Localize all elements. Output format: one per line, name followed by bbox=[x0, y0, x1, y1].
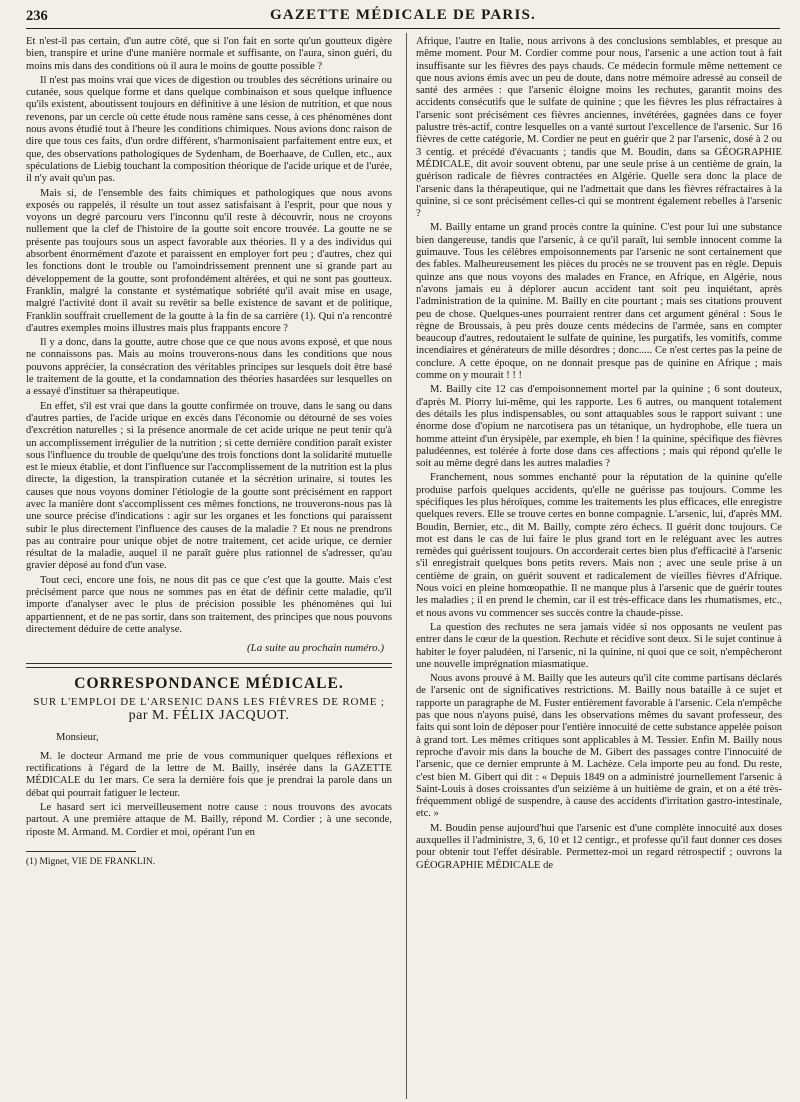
section-title: CORRESPONDANCE MÉDICALE. bbox=[74, 674, 344, 692]
paragraph: Tout ceci, encore une fois, ne nous dit pas ce que c'est que la goutte. Mais c'est précisément parce que nous ne sommes pas en état de définir cette maladie, qu'il importe d'analyser avec le plus de précision possible les phénomènes qui lui appartiennent, et de ne pas sortir, dans son traitement, des principes que nous pouvons directement déduire de cette analyse. bbox=[26, 574, 392, 635]
section-rule bbox=[26, 663, 392, 664]
continuation-note: (La suite au prochain numéro.) bbox=[247, 642, 384, 655]
section-rule bbox=[26, 667, 392, 668]
paragraph: Afrique, l'autre en Italie, nous arrivons à des conclusions semblables, et presque au même moment. Pour M. Cordier comme pour nous, l'arsenic a une action tout à fait insuffisante sur les fièvres des pays chauds. Ce médecin formule même nettement ce que nous avions émis avec un peu de doute, dans notre mémoire adressé au conseil de santé des armées : que l'arsenic éloigne moins les rechutes, garantit moins des accidents consécutifs que le sulfate de quinine ; que les fièvres les plus réfractaires à l'arsenic sont précisément ces fièvres anciennes, invétérées, gagnées dans ce foyer palustre très-actif, contre lesquelles on a vanté surtout l'excellence de l'arsenic. Sur 16 fièvres de cette catégorie, M. Cordier ne peut en guérir que 2 par l'arsenic, dosé à 2 ou 3 centig. et précédé d'évacuants ; tandis que M. Boudin, dans sa GÉOGRAPHIE MÉDICALE, dit avoir souvent obtenu, par une seule prise à un centième de grain, la guérison radicale de fièvres contractées en Algérie. Quelle sera donc la place de l'arsenic dans la thérapeutique, qui ne l'admettait que dans les fièvres réfractaires à la quinine, si ce sont précisément celles-ci qui se montrent également rebelles à l'arsenic ? bbox=[416, 36, 782, 220]
paragraph: En effet, s'il est vrai que dans la goutte confirmée on trouve, dans le sang ou dans d'autres parties, de l'acide urique en excès dans l'économie ou détourné de ses voies d'excrétion naturelles ; si la présence anormale de cet acide urique ne peut tenir qu'à un accomplissement irrégulier de la nutrition ; si cette dernière condition paraît exister sous l'influence du trouble de quelqu'une des trois fonctions dont la solidarité mutuelle est le mieux établie, et dont l'influence sur l'accomplissement de la nutrition est la plus directe, la digestion, la transpiration cutanée et la sécrétion urinaire, si toutes les causes que nous voyons dominer l'étiologie de la goutte sont précisément en rapport avec la manière dont s'accomplissent ces mêmes fonctions, ne trouverons-nous pas là une source précise d'indications : agir sur les organes et les fonctions qui paraissent subir le plus directement l'influence des causes de la maladie ? Et nous ne prendrons pas au contraire pour unique objet de notre traitement, cet acide urique, ce dernier résultat de la maladie, auquel il ne paraît guère plus rationnel de s'adresser, qu'au gravier déposé au fond d'un vase. bbox=[26, 400, 392, 572]
salutation: Monsieur, bbox=[56, 732, 99, 744]
journal-title: GAZETTE MÉDICALE DE PARIS. bbox=[270, 7, 536, 23]
left-column bbox=[26, 36, 392, 1100]
paragraph: M. Boudin pense aujourd'hui que l'arsenic est d'une complète innocuité aux doses auxquelles il l'administre, 3, 6, 10 et 12 centigr., et professe qu'il faut donner ces doses pour obtenir tout l'effet désirable. Permettez-moi un regard rétrospectif ; ouvrons la GÉOGRAPHIE MÉDICALE de bbox=[416, 822, 782, 871]
paragraph: Il y a donc, dans la goutte, autre chose que ce que nous avons exposé, et que nous ne connaissons pas. Mais au moins trouverons-nous dans les conditions que nous pouvons apprécier, la consécration des véritables principes sur lesquels doit être basé le traitement de la goutte, et la condamnation des théories hasardées sur lesquelles on a essayé d'instituer sa thérapeutique. bbox=[26, 337, 392, 398]
paragraph: Nous avons prouvé à M. Bailly que les auteurs qu'il cite comme partisans déclarés de l'arsenic ont de significatives restrictions. M. Bailly nous bataille à ce sujet et rapporte un paragraphe de M. Fuster entièrement favorable à l'arsenic. Cela n'empêche pas que nous n'ayons puisé, dans les observations mêmes du savant professeur, des faits qui sont loin de déposer pour l'entière innocuité de cette substance appelée poison à grand tort. Les mêmes critiques sont applicables à M. Tessier. Enfin M. Bailly nous reproche d'avoir mis dans la bouche de M. Gibert des passages contre l'innocuité de l'arsenic, que ce dernier emprunte à M. Lachèze. Cela importe peu au fond. Du reste, c'est bien M. Gibert qui dit : « Depuis 1849 on a administré journellement l'arsenic à Saint-Louis à doses croissantes d'un seizième à un huitième de grain, et on a été très-fréquemment obligé de suspendre, à cause des accidents d'irritation gastro-intestinale, etc. » bbox=[416, 673, 782, 820]
page-number: 236 bbox=[26, 8, 48, 24]
section-author: par M. FÉLIX JACQUOT. bbox=[128, 708, 290, 724]
paragraph: La question des rechutes ne sera jamais vidée si nos opposants ne veulent pas entrer dans le cœur de la question. Rechute et récidive sont deux. Si le sujet continue à habiter le foyer paludéen, ni l'arsenic, ni la quinine, ni quoi que ce soit, n'empêcheront une nouvelle imprégnation miasmatique. bbox=[416, 621, 782, 670]
page-header bbox=[26, 6, 780, 29]
right-column bbox=[416, 36, 782, 1100]
section-subtitle: SUR L'EMPLOI DE L'ARSENIC DANS LES FIÈVRES DE ROME ; bbox=[33, 695, 385, 708]
footnote-rule bbox=[26, 851, 136, 852]
paragraph: Mais si, de l'ensemble des faits chimiques et pathologiques que nous avons exposés ou rappelés, il résulte un tout assez satisfaisant à l'esprit, pour que nous y voyons un degré parcouru vers l'inconnu qu'il reste à découvrir, nous ne croyons nullement que la clef de l'histoire de la goutte soit encore trouvée. La goutte ne se présente pas toujours sous un aspect favorable aux théories. Il y a des individus qui absorbent énormément d'azote et paraissent en employer fort peu ; d'autres, chez qui les fonctions dont le trouble ou l'amoindrissement prennent une si grande part au développement de la goutte, sont profondément altérées, et qui ne sont pas goutteux. Franklin, malgré la constante et systématique sobriété qu'il avait mise en usage, malgré l'activité dont il avait su revêtir sa belle existence de savant et de politique, Franklin souffrait cruellement de la goutte à la fin de sa carrière (1). Qui n'a rencontré d'autres exemples moins illustres mais plus frappants encore ? bbox=[26, 187, 392, 334]
footnote: (1) Mignet, VIE DE FRANKLIN. bbox=[26, 856, 156, 867]
column-divider bbox=[406, 33, 407, 1099]
paragraph: Et n'est-il pas certain, d'un autre côté, que si l'on fait en sorte qu'un goutteux digère bien, transpire et urine d'une manière normale et suffisante, on l'aura, sinon guéri, du moins mis dans des conditions où il aura le moins de goutte possible ? bbox=[26, 36, 392, 72]
paragraph: M. Bailly entame un grand procès contre la quinine. C'est pour lui une substance bien dangereuse, tandis que l'arsenic, à ce qu'il paraît, lui semble innocent comme la guimauve. Tous les célèbres empoisonnements par l'arsenic ne sont certainement que des fables. Malheureusement les pièces du procès ne se trouvent pas en règle. Depuis quinze ans que nous voyons des malades en France, en Afrique, en Algérie, nous n'avons jamais eu à déplorer aucun accident tant soit peu inquiétant, après l'administration de la quinine. M. Bailly en cite pourtant ; mais ses citations prouvent peu de chose. Quelques-unes pourraient rentrer dans cet argument général : Sous le règne de Broussais, à peu près douze cents médecins de l'armée, sans en compter beaucoup d'autres, redoutaient le sulfate de quinine, les purgatifs, les vomitifs, comme incendiaires et générateurs de mille désordres ; donc..... Ce n'est certes pas la peine de conclure. A cette époque, on ne donnait presque pas de quinine en Afrique ; mais comme on y mourait ! ! ! bbox=[416, 222, 782, 382]
paragraph: Franchement, nous sommes enchanté pour la réputation de la quinine qu'elle produise parfois quelques accidents, qu'elle ne guérisse pas toujours. Comme les spécifiques les plus héroïques, comme les traitements les plus efficaces, elle enregistre quelques revers. Elle se trouve certes en bonne compagnie. L'arsenic, lui, d'après MM. Boudin, Bernier, etc., dit M. Bailly, compte zéro échecs. Il guérit donc toujours. Ce mot est dans le cas de lui faire le plus grand tort en le reléguant avec les autres remèdes qui guérissent toujours. On accorderait certes bien plus d'efficacité à l'arsenic s'il enregistrait quelques bons petits revers. Mais non ; avec une seule prise à un centième de grain, on guérit souvent et radicalement de vieilles fièvres d'Afrique. Nous voici en pleine homœopathie. Il ne manque plus à l'arsenic que de guérir toutes les maladies ; il en prend le chemin, car il est très-efficace dans les rhumatismes, etc., et nous avons vu commencer ses succès contre la chaude-pisse. bbox=[416, 472, 782, 619]
letter-paragraph: M. le docteur Armand me prie de vous communiquer quelques réflexions et rectifications à l'égard de la lettre de M. Bailly, insérée dans la GAZETTE MÉDICALE du 1er mars. Ce sera la dernière fois que je prendrai la parole dans un débat qui pourrait fatiguer le lecteur. bbox=[26, 750, 392, 799]
paragraph: Il n'est pas moins vrai que vices de digestion ou troubles des sécrétions urinaire ou cutanée, sous quelque forme et dans quelque combinaison et sous quelque influence qu'ils existent, aboutissent toujours en définitive à une lésion de nutrition, et que nous revenons, par un cercle où cette étude nous ramène sans cesse, à ces phénomènes dont nous avons étudié tout à l'heure les conditions chimiques. Nous avions donc raison de dire que tous ces faits, d'un ordre différent, s'harmonisaient parfaitement entre eux, et que, des observations pathologiques de Sydenham, de Boerhaave, de Cullen, etc., aux spéculations de Liebig touchant la composition théorique de l'acide urique et de l'urée, il n'y avait qu'un pas. bbox=[26, 74, 392, 185]
letter-paragraph: Le hasard sert ici merveilleusement notre cause : nous trouvons des avocats partout. A une première attaque de M. Bailly, répond M. Cordier ; à une seconde, riposte M. Armand. M. Cordier et moi, opérant l'un en bbox=[26, 801, 392, 838]
paragraph: M. Bailly cite 12 cas d'empoisonnement mortel par la quinine ; 6 sont douteux, d'après M. Piorry lui-même, qui les rapporte. Les 6 autres, ou manquent totalement des détails les plus indispensables, ou sont attaquables sous le rapport suivant : une énorme dose d'opium ne narcotisera pas un tétanique, un hydrophobe, elle tuera un homme atteint d'un érysipèle, par exemple, eh bien ! la quinine, spécifique des fièvres paludéennes, est tolérée à forte dose dans ces affections ; mais qui répond qu'elle le soit au même degré dans les autres maladies ? bbox=[416, 384, 782, 470]
